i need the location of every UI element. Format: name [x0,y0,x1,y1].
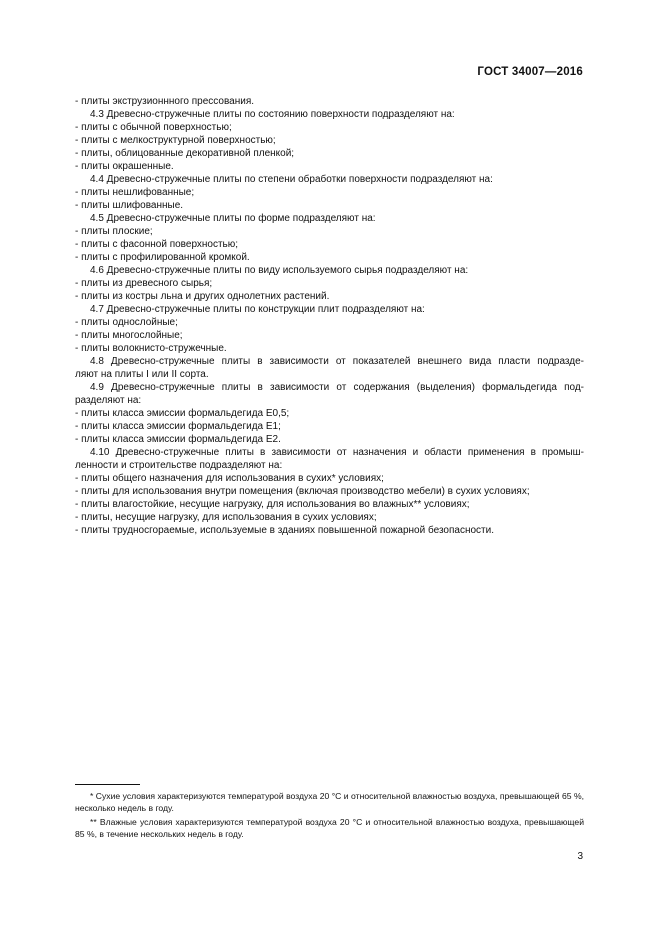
footnote-text: ** Влажные условия характеризуются температурой воздуха 20 °С и относительной влажностью воздуха, превышающей 85 %, в течение нескольких недель в году. [75,817,584,839]
list-item: - плиты с мелкоструктурной поверхностью; [75,135,276,146]
footnote-divider [75,784,140,785]
list-item: - плиты с обычной поверхностью; [75,122,232,133]
list-item: ленности и строительстве подразделяют на: [75,460,283,471]
document-body [75,95,584,537]
section-heading-line: 4.9 Древесно-стружечные плиты в зависимости от содержания (выделения) формальдегида под- [90,382,584,393]
list-item: - плиты класса эмиссии формальдегида Е0,5; [75,408,290,419]
list-item: - плиты, несущие нагрузку, для использования в сухих условиях; [75,512,377,523]
section-heading-line: 4.4 Древесно-стружечные плиты по степени обработки поверхности подразделяют на: [90,174,493,185]
list-item: ляют на плиты I или II сорта. [75,369,209,380]
list-item: - плиты с фасонной поверхностью; [75,239,239,250]
list-item: - плиты волокнисто-стружечные. [75,343,227,354]
section-heading-line: 4.6 Древесно-стружечные плиты по виду используемого сырья подразделяют на: [90,265,469,276]
footnote-wet-conditions [75,816,584,840]
footnote-dry-conditions [75,790,584,814]
list-item: - плиты окрашенные. [75,161,174,172]
list-item: - плиты для использования внутри помещения (включая производство мебели) в сухих условиях; [75,486,530,497]
list-item: - плиты класса эмиссии формальдегида Е2. [75,434,281,445]
list-item: - плиты нешлифованные; [75,187,195,198]
page-number: 3 [577,851,583,862]
list-item: разделяют на: [75,395,142,406]
list-item: - плиты из костры льна и других однолетних растений. [75,291,330,302]
list-item: - плиты из древесного сырья; [75,278,213,289]
section-heading-line: 4.5 Древесно-стружечные плиты по форме подразделяют на: [90,213,376,224]
list-item: - плиты плоские; [75,226,153,237]
list-item: - плиты трудносгораемые, используемые в зданиях повышенной пожарной безопасности. [75,525,494,536]
section-heading-line: 4.10 Древесно-стружечные плиты в зависимости от назначения и области применения в промыш- [90,447,584,458]
list-item: - плиты шлифованные. [75,200,184,211]
list-item: - плиты класса эмиссии формальдегида Е1; [75,421,281,432]
list-item: - плиты однослойные; [75,317,178,328]
footnote-text: * Сухие условия характеризуются температурой воздуха 20 °С и относительной влажностью воздуха, превышающей 65 %, несколько недель в году. [75,791,584,813]
section-heading-line: 4.7 Древесно-стружечные плиты по конструкции плит подразделяют на: [90,304,425,315]
document-header: ГОСТ 34007—2016 [477,66,583,78]
section-heading-line: 4.8 Древесно-стружечные плиты в зависимости от показателей внешнего вида пласти подразде- [90,356,584,367]
list-item: - плиты многослойные; [75,330,183,341]
list-item: - плиты экструзионнного прессования. [75,96,255,107]
list-item: - плиты общего назначения для использования в сухих* условиях; [75,473,384,484]
list-item: - плиты влагостойкие, несущие нагрузку, для использования во влажных** условиях; [75,499,470,510]
list-item: - плиты, облицованные декоративной пленкой; [75,148,295,159]
section-heading-line: 4.3 Древесно-стружечные плиты по состоянию поверхности подразделяют на: [90,109,455,120]
list-item: - плиты с профилированной кромкой. [75,252,250,263]
